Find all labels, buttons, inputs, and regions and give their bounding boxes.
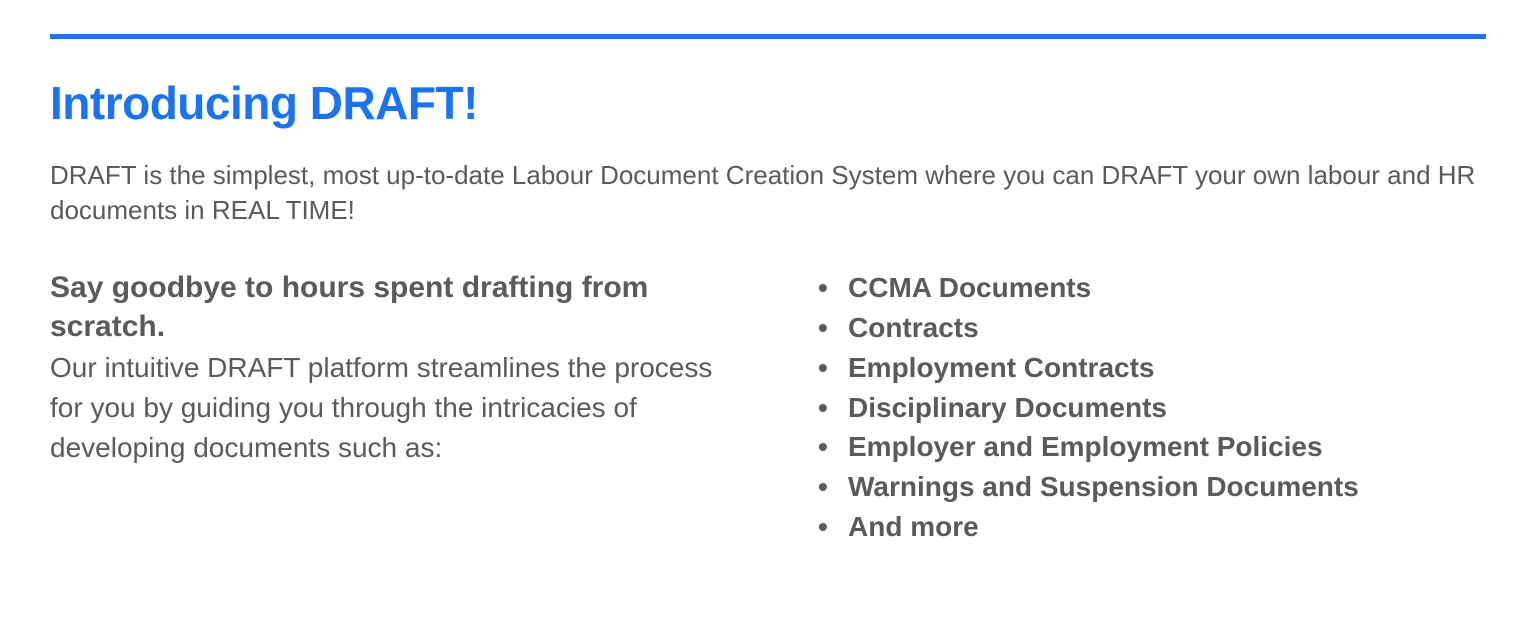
list-item — [810, 507, 1486, 547]
list-item-label: Disciplinary Documents — [848, 391, 1167, 423]
list-item — [810, 467, 1486, 507]
list-item-label: CCMA Documents — [848, 272, 1092, 304]
document-types-list — [810, 268, 1486, 546]
top-accent-rule — [50, 34, 1486, 39]
list-item — [810, 308, 1486, 348]
list-item — [810, 388, 1486, 428]
left-column-lead: Say goodbye to hours spent drafting from scratch. — [50, 271, 649, 344]
bullet-icon: • — [818, 391, 828, 423]
bullet-icon: • — [818, 272, 828, 304]
list-item-label: Employer and Employment Policies — [848, 431, 1323, 463]
left-column-body: Our intuitive DRAFT platform streamlines the process for you by guiding you through the intricacies of developing documents such as: — [50, 352, 713, 463]
list-item-label: Employment Contracts — [848, 351, 1155, 383]
right-column — [740, 268, 1486, 546]
intro-paragraph: DRAFT is the simplest, most up-to-date Labour Document Creation System where you can DRAFT your own labour and HR documents in REAL TIME! — [50, 160, 1476, 226]
list-item-label: Warnings and Suspension Documents — [848, 471, 1359, 503]
bullet-icon: • — [818, 431, 828, 463]
list-item — [810, 268, 1486, 308]
bullet-icon: • — [818, 471, 828, 503]
content-columns — [50, 268, 1486, 546]
left-column — [50, 268, 740, 467]
list-item-label: And more — [848, 510, 979, 542]
page-title: Introducing DRAFT! — [50, 77, 478, 129]
list-item — [810, 348, 1486, 388]
slide-page — [0, 34, 1536, 640]
bullet-icon: • — [818, 312, 828, 344]
bullet-icon: • — [818, 351, 828, 383]
list-item-label: Contracts — [848, 312, 979, 344]
list-item — [810, 427, 1486, 467]
bullet-icon: • — [818, 510, 828, 542]
